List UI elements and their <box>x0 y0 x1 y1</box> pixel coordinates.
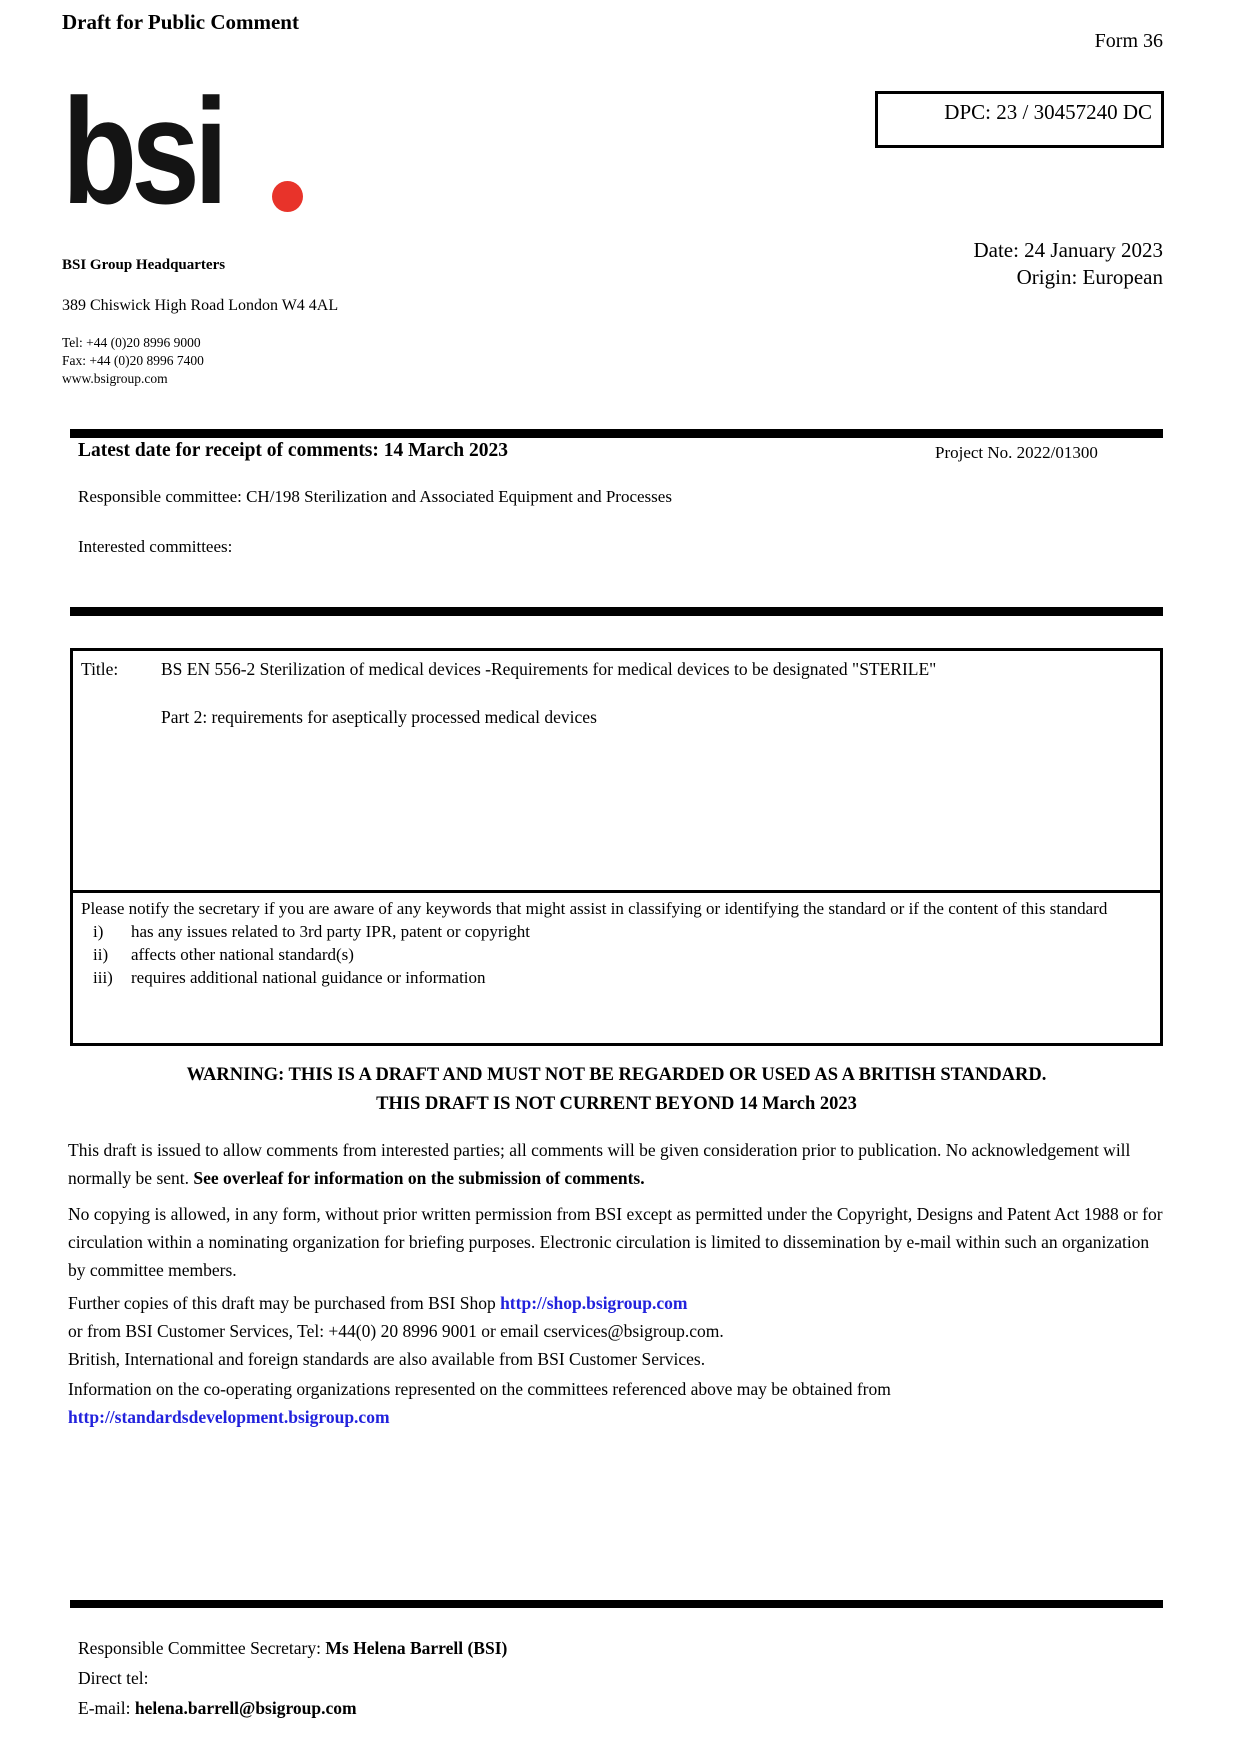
keywords-item <box>93 966 1152 989</box>
interested-committees: Interested committees: <box>78 537 233 556</box>
email-label: E-mail: <box>78 1698 135 1718</box>
keywords-item <box>93 920 1152 943</box>
bsi-logo-text: bsi <box>62 67 223 235</box>
divider-bar-middle <box>70 607 1163 616</box>
project-number: Project No. 2022/01300 <box>935 443 1098 462</box>
standard-subtitle: Part 2: requirements for aseptically processed medical devices <box>161 707 597 727</box>
keywords-item-number: ii) <box>93 945 109 964</box>
keywords-item-text: affects other national standard(s) <box>131 945 354 964</box>
hq-website: www.bsigroup.com <box>62 371 168 386</box>
hq-title: BSI Group Headquarters <box>62 257 226 273</box>
title-box <box>70 648 1163 893</box>
cooperating-orgs-paragraph <box>68 1375 1165 1431</box>
comments-notice-paragraph <box>68 1136 1165 1192</box>
further-copies-line1 <box>68 1289 1165 1317</box>
secretary-footer <box>78 1633 507 1723</box>
title-label: Title: <box>81 659 119 679</box>
draft-warning-line1: WARNING: THIS IS A DRAFT AND MUST NOT BE REGARDED OR USED AS A BRITISH STANDARD. <box>186 1065 1047 1085</box>
responsible-committee: Responsible committee: CH/198 Sterilization and Associated Equipment and Processes <box>78 487 672 506</box>
keywords-intro: Please notify the secretary if you are aware of any keywords that might assist in classifying or identifying the standard or if the content of this standard <box>81 899 1108 918</box>
standards-development-link[interactable]: http://standardsdevelopment.bsigroup.com <box>68 1407 390 1427</box>
bsi-logo-red-dot <box>272 181 303 212</box>
draft-warning <box>70 1061 1163 1119</box>
keywords-item-number: i) <box>93 922 104 941</box>
secretary-name: Ms Helena Barrell (BSI) <box>325 1638 508 1658</box>
standards-availability-line: British, International and foreign standards are also available from BSI Customer Services. <box>68 1349 706 1369</box>
keywords-item-number: iii) <box>93 968 113 987</box>
dpc-number-value: DPC: 23 / 30457240 DC <box>944 100 1152 124</box>
comments-notice-text: This draft is issued to allow comments from interested parties; all comments will be given consideration prior to publication. No acknowledgement will normally be sent. <box>68 1140 1131 1188</box>
email-line <box>78 1693 507 1723</box>
keywords-item-text: has any issues related to 3rd party IPR, patent or copyright <box>131 922 530 941</box>
further-copies-paragraph <box>68 1289 1165 1373</box>
latest-date-label: Latest date for receipt of comments: 14 March 2023 <box>78 440 508 461</box>
customer-services-line: or from BSI Customer Services, Tel: +44(0) 20 8996 9001 or email cservices@bsigroup.com. <box>68 1321 724 1341</box>
draft-for-public-comment-label: Draft for Public Comment <box>62 10 299 34</box>
hq-fax: Fax: +44 (0)20 8996 7400 <box>62 353 204 368</box>
date-line: Date: 24 January 2023 <box>973 238 1163 262</box>
copyright-paragraph: No copying is allowed, in any form, without prior written permission from BSI except as permitted under the Copyright, Designs and Patent Act 1988 or for circulation within a nominating organization for briefing purposes. Electronic circulation is limited to dissemination by e-mail within such an organization by committee members. <box>68 1204 1163 1280</box>
further-copies-prefix: Further copies of this draft may be purchased from BSI Shop <box>68 1293 501 1313</box>
keywords-item-text: requires additional national guidance or information <box>131 968 486 987</box>
form-number-label: Form 36 <box>1094 30 1163 52</box>
see-overleaf-note: See overleaf for information on the submission of comments. <box>193 1168 645 1188</box>
dpc-number-box <box>875 91 1164 148</box>
cooperating-orgs-line: Information on the co-operating organizations represented on the committees referenced above may be obtained from <box>68 1379 891 1399</box>
keywords-item <box>93 943 1152 966</box>
divider-bar-bottom <box>70 1600 1163 1608</box>
keywords-list <box>93 920 1152 989</box>
bsi-logo <box>62 67 322 235</box>
secretary-line <box>78 1633 507 1663</box>
origin-line: Origin: European <box>1016 265 1163 289</box>
direct-tel-line: Direct tel: <box>78 1668 149 1688</box>
bsi-shop-link[interactable]: http://shop.bsigroup.com <box>500 1293 688 1313</box>
divider-bar-top <box>70 429 1163 438</box>
secretary-label: Responsible Committee Secretary: <box>78 1638 326 1658</box>
hq-address: 389 Chiswick High Road London W4 4AL <box>62 297 339 314</box>
hq-tel: Tel: +44 (0)20 8996 9000 <box>62 335 201 350</box>
keywords-notice-box <box>70 890 1163 1046</box>
hq-contact-block <box>62 334 204 388</box>
email-value: helena.barrell@bsigroup.com <box>134 1698 357 1718</box>
draft-warning-line2: THIS DRAFT IS NOT CURRENT BEYOND 14 March 2023 <box>376 1094 857 1114</box>
standard-title: BS EN 556-2 Sterilization of medical devices -Requirements for medical devices to be designated "STERILE" <box>161 659 937 679</box>
date-origin-block <box>700 237 1163 291</box>
